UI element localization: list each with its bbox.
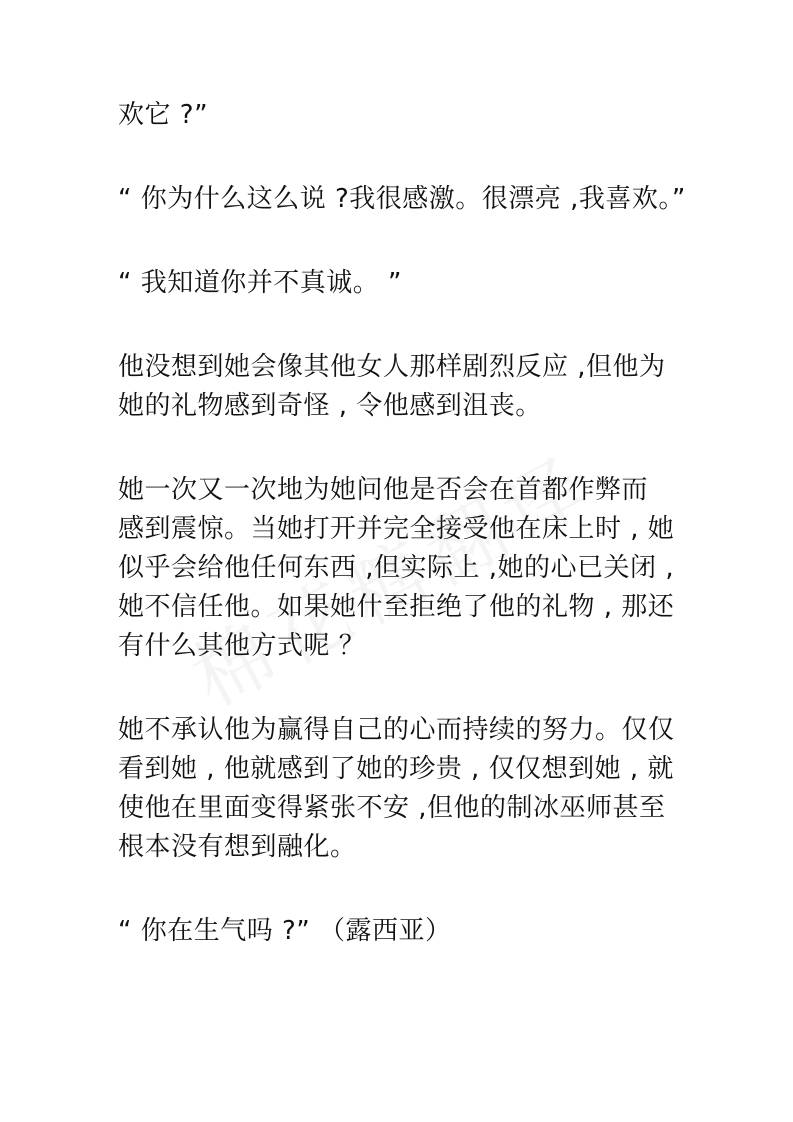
paragraph-3 bbox=[118, 264, 688, 303]
text-line: 她的礼物感到奇怪 , 令他感到沮丧。 bbox=[118, 391, 542, 421]
paragraph-2 bbox=[118, 180, 688, 219]
text-line: 她一次又一次地为她问他是否会在首都作弊而 bbox=[118, 475, 649, 505]
text-line: 他没想到她会像其他女人那样剧烈反应 ,但他为 bbox=[118, 352, 666, 382]
document-body bbox=[118, 96, 688, 996]
text-line: 欢它 ?” bbox=[118, 100, 209, 130]
text-line: 使他在里面变得紧张不安 ,但他的制冰巫师甚至 bbox=[118, 793, 666, 823]
text-line: 看到她 , 他就感到了她的珍贵 , 仅仅想到她 , 就 bbox=[118, 754, 674, 784]
paragraph-1 bbox=[118, 96, 688, 135]
paragraph-7 bbox=[118, 912, 688, 951]
text-line: “ 你在生气吗 ?” （露西亚） bbox=[118, 916, 452, 946]
text-line: “ 你为什么这么说 ?我很感激。很漂亮 ,我喜欢。” bbox=[118, 184, 686, 214]
text-line: “ 我知道你并不真诚。 ” bbox=[118, 268, 402, 298]
paragraph-5 bbox=[118, 471, 688, 666]
text-line: 她不承认他为赢得自己的心而持续的努力。仅仅 bbox=[118, 715, 675, 745]
paragraph-4 bbox=[118, 348, 688, 426]
text-line: 她不信任他。如果她什至拒绝了他的礼物 , 那还 bbox=[118, 592, 675, 622]
text-line: 感到震惊。当她打开并完全接受他在床上时 , 她 bbox=[118, 514, 675, 544]
paragraph-6 bbox=[118, 711, 688, 867]
text-line: 似乎会给他任何东西 ,但实际上 ,她的心已关闭 , bbox=[118, 553, 675, 583]
text-line: 根本没有想到融化。 bbox=[118, 832, 357, 862]
text-line: 有什么其他方式呢 ？ bbox=[118, 631, 366, 661]
